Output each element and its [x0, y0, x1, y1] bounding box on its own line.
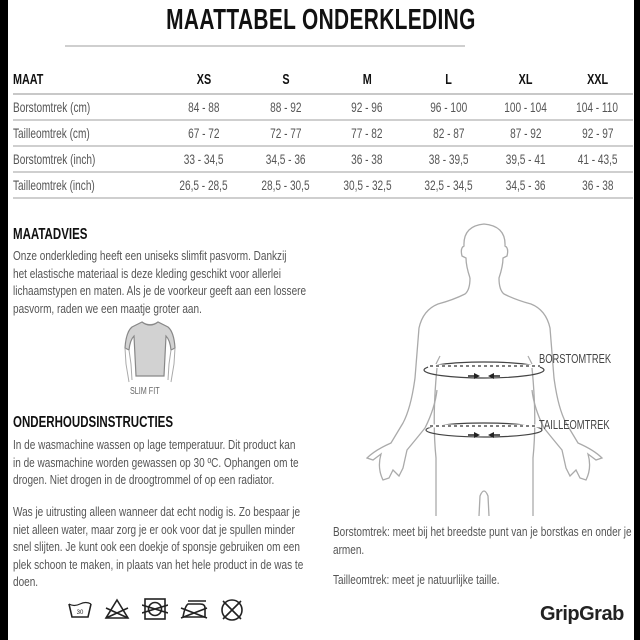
shirt-icon [120, 318, 180, 388]
row-label: Borstomtrek (cm) [13, 94, 163, 120]
header-maat: MAAT [13, 66, 163, 94]
row-label: Tailleomtrek (cm) [13, 120, 163, 146]
table-cell: 36 - 38 [562, 172, 633, 198]
table-cell: 26,5 - 28,5 [163, 172, 245, 198]
table-cell: 100 - 104 [490, 94, 562, 120]
maatadvies-heading: MAATADVIES [13, 226, 88, 243]
no-bleach-icon [104, 598, 130, 620]
maatadvies-text: Onze onderkleding heeft een uniseks slimfit pasvorm. Dankzij het elastische materiaal is deze kleding geschikt voor allerlei lichaamstypen en maten. Als je de voorkeur geeft aan een lossere pasvorm, raden we een maatje groter aan. [13, 248, 307, 316]
table-cell: 33 - 34,5 [163, 146, 245, 172]
chest-label: BORSTOMTREK [539, 351, 612, 366]
size-chart-page [8, 0, 634, 640]
body-outline-icon [366, 218, 606, 516]
brand-logo: GripGrab [540, 603, 624, 625]
header-xs: XS [163, 66, 245, 94]
header-xxl: XXL [562, 66, 633, 94]
waist-label: TAILLEOMTREK [539, 417, 610, 432]
table-cell: 92 - 96 [326, 94, 408, 120]
care-icons [68, 598, 244, 622]
table-cell: 34,5 - 36 [490, 172, 562, 198]
table-cell: 82 - 87 [408, 120, 490, 146]
table-cell: 34,5 - 36 [245, 146, 327, 172]
table-cell: 92 - 97 [562, 120, 633, 146]
table-cell: 28,5 - 30,5 [245, 172, 327, 198]
table-row [13, 120, 633, 146]
table-cell: 41 - 43,5 [562, 146, 633, 172]
table-cell: 96 - 100 [408, 94, 490, 120]
chest-note: Borstomtrek: meet bij het breedste punt van je borstkas en onder je armen. [333, 524, 632, 557]
table-row [13, 94, 633, 120]
onderhoud-heading: ONDERHOUDSINSTRUCTIES [13, 414, 174, 431]
title-divider [65, 45, 465, 47]
no-tumble-dry-icon [142, 598, 168, 620]
page-title [8, 4, 634, 37]
table-row [13, 146, 633, 172]
header-m: M [326, 66, 408, 94]
no-iron-icon [180, 598, 208, 620]
table-cell: 88 - 92 [245, 94, 327, 120]
table-cell: 39,5 - 41 [490, 146, 562, 172]
table-cell: 36 - 38 [326, 146, 408, 172]
no-dry-clean-icon [220, 598, 244, 622]
svg-text:30: 30 [76, 610, 84, 616]
table-cell: 72 - 77 [245, 120, 327, 146]
table-cell: 38 - 39,5 [408, 146, 490, 172]
table-row [13, 172, 633, 198]
table-header-row [13, 66, 633, 94]
row-label: Tailleomtrek (inch) [13, 172, 163, 198]
onderhoud-text-2: Was je uitrusting alleen wanneer dat echt nodig is. Zo bespaar je niet alleen water, maar zorg je er ook voor dat je spullen minder snel slijten. Je kunt ook een doekje of sponsje gebruiken om een plek schoon te maken, in plaats van het hele product in de was te doen. [13, 504, 304, 589]
slim-fit-label: SLIM FIT [130, 386, 160, 397]
table-cell: 67 - 72 [163, 120, 245, 146]
header-xl: XL [490, 66, 562, 94]
wash-30-icon [68, 598, 92, 620]
onderhoud-text-1: In de wasmachine wassen op lage temperatuur. Dit product kan in de wasmachine worden gewassen op 30 ºC. Ophangen om te drogen. Niet drogen in de droogtrommel of op een radiator. [13, 437, 299, 487]
table-cell: 84 - 88 [163, 94, 245, 120]
header-l: L [408, 66, 490, 94]
header-s: S [245, 66, 327, 94]
size-table [13, 66, 633, 199]
table-cell: 32,5 - 34,5 [408, 172, 490, 198]
table-cell: 77 - 82 [326, 120, 408, 146]
body-figure [366, 218, 606, 516]
title-text: MAATTABEL ONDERKLEDING [166, 4, 476, 36]
table-cell: 104 - 110 [562, 94, 633, 120]
waist-note: Tailleomtrek: meet je natuurlijke taille. [333, 572, 500, 587]
table-cell: 87 - 92 [490, 120, 562, 146]
row-label: Borstomtrek (inch) [13, 146, 163, 172]
table-cell: 30,5 - 32,5 [326, 172, 408, 198]
